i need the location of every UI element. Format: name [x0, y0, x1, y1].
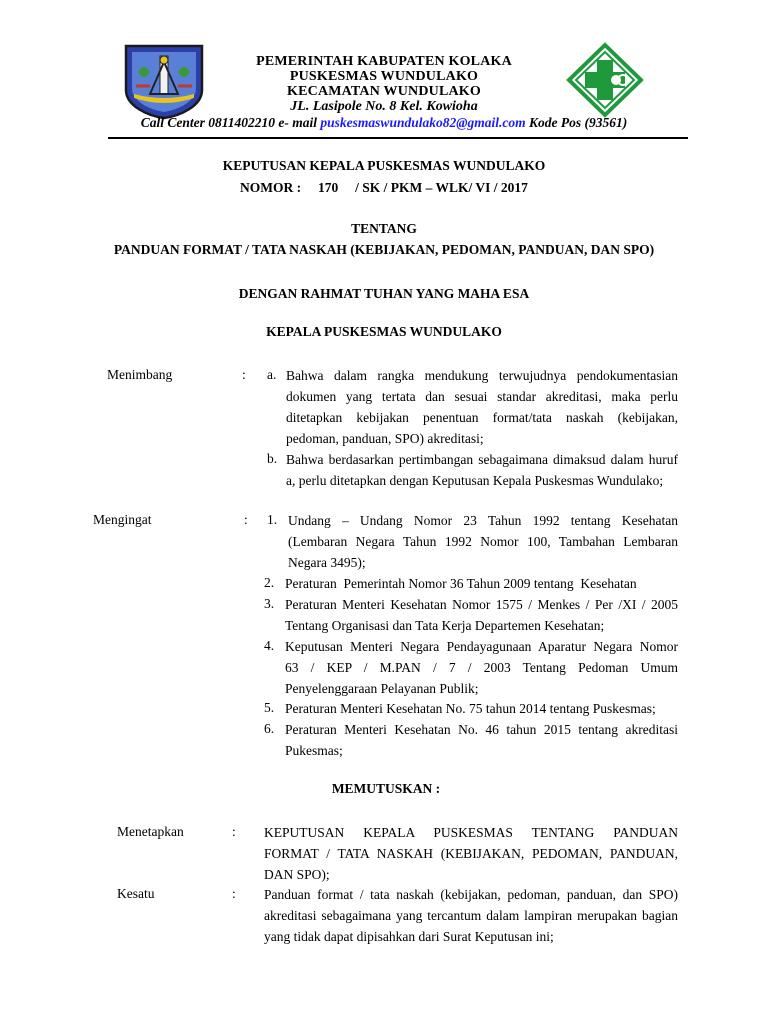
email-link[interactable]: puskesmaswundulako82@gmail.com — [320, 115, 526, 130]
text-line: Bahwa berdasarkan pertimbangan sebagaimana dimaksud dalam huruf — [286, 452, 678, 467]
text-line: yang tidak dapat dipisahkan dari Surat Keputusan ini; — [264, 929, 554, 944]
letterhead-contact — [0, 115, 768, 131]
decree-number: NOMOR : 170 / SK / PKM – WLK/ VI / 2017 — [240, 180, 528, 195]
text-line: Peraturan Menteri Kesehatan No. 46 tahun 2015 tentang akreditasi — [285, 722, 678, 737]
letterhead — [0, 0, 768, 140]
decree-tentang: TENTANG — [351, 221, 417, 236]
mengingat-mark-2: 2. — [264, 575, 275, 590]
mengingat-mark-6: 6. — [264, 721, 275, 736]
menimbang-item-b — [286, 449, 678, 491]
text-line: akreditasi sebagaimana yang tercantum dalam lampiran merupakan bagian — [264, 908, 678, 923]
menimbang-mark-a: a. — [267, 367, 277, 382]
menimbang-mark-b: b. — [267, 451, 278, 466]
mengingat-mark-3: 3. — [264, 596, 275, 611]
text-line: DAN SPO); — [264, 867, 330, 882]
contact-suffix: Kode Pos (93561) — [528, 115, 628, 130]
memutuskan-heading: MEMUTUSKAN : — [331, 781, 441, 796]
kesatu-text — [264, 884, 678, 947]
mengingat-item-4 — [285, 636, 678, 699]
letterhead-address: JL. Lasipole No. 8 Kel. Kowioha — [290, 99, 478, 114]
letterhead-district: KECAMATAN WUNDULAKO — [287, 84, 481, 99]
menimbang-item-a — [286, 365, 678, 449]
text-line: KEPUTUSAN KEPALA PUSKESMAS TENTANG PANDUAN — [264, 825, 678, 840]
menetapkan-colon: : — [232, 824, 236, 839]
decree-official: KEPALA PUSKESMAS WUNDULAKO — [266, 324, 502, 339]
text-line: Panduan format / tata naskah (kebijakan, pedoman, panduan, dan SPO) — [264, 887, 678, 902]
text-line: ditetapkan kebijakan penentuan format/tata naskah (kebijakan, — [286, 410, 678, 425]
text-line: (Lembaran Negara Tahun 1992 Nomor 100, Tambahan Lembaran — [288, 534, 678, 549]
text-line: FORMAT / TATA NASKAH (KEBIJAKAN, PEDOMAN, PANDUAN, — [264, 846, 678, 861]
text-line: Negara 3495); — [288, 555, 366, 570]
mengingat-item-5 — [285, 698, 678, 719]
mengingat-mark-4: 4. — [264, 638, 275, 653]
mengingat-item-1 — [288, 510, 678, 573]
text-line: Peraturan Menteri Kesehatan No. 75 tahun 2014 tentang Puskesmas; — [285, 701, 656, 716]
menimbang-label: Menimbang — [107, 367, 173, 382]
text-line: Peraturan Pemerintah Nomor 36 Tahun 2009 tentang Kesehatan — [285, 576, 637, 591]
letterhead-puskesmas: PUSKESMAS WUNDULAKO — [289, 69, 479, 84]
decree-subject: PANDUAN FORMAT / TATA NASKAH (KEBIJAKAN, PEDOMAN, PANDUAN, DAN SPO) — [113, 242, 655, 257]
letterhead-rule — [108, 137, 688, 139]
text-line: Undang – Undang Nomor 23 Tahun 1992 tentang Kesehatan — [288, 513, 678, 528]
mengingat-label: Mengingat — [93, 512, 152, 527]
decree-title: KEPUTUSAN KEPALA PUSKESMAS WUNDULAKO — [222, 158, 546, 173]
kesatu-colon: : — [232, 886, 236, 901]
mengingat-item-3 — [285, 594, 678, 636]
text-line: Pukesmas; — [285, 743, 343, 758]
letterhead-government: PEMERINTAH KABUPATEN KOLAKA — [256, 54, 512, 69]
text-line: dokumen yang tertata dan sesuai standar akreditasi, maka perlu — [286, 389, 678, 404]
mengingat-mark-5: 5. — [264, 700, 275, 715]
text-line: 63 / KEP / M.PAN / 7 / 2003 Tentang Pedoman Umum — [285, 660, 678, 675]
text-line: pedoman, panduan, SPO) akreditasi; — [286, 431, 484, 446]
mengingat-item-2 — [285, 573, 678, 594]
decree-grace: DENGAN RAHMAT TUHAN YANG MAHA ESA — [238, 286, 530, 301]
mengingat-mark-1: 1. — [267, 512, 278, 527]
kesatu-label: Kesatu — [117, 886, 155, 901]
mengingat-colon: : — [244, 512, 248, 527]
puskesmas-logo-icon — [566, 42, 644, 118]
contact-prefix: Call Center 0811402210 e- mail — [140, 115, 318, 130]
text-line: a, perlu ditetapkan dengan Keputusan Kepala Puskesmas Wundulako; — [286, 473, 664, 488]
menimbang-colon: : — [242, 367, 246, 382]
menetapkan-text — [264, 822, 678, 885]
text-line: Bahwa dalam rangka mendukung terwujudnya pendokumentasian — [286, 368, 678, 383]
menetapkan-label: Menetapkan — [117, 824, 184, 839]
text-line: Keputusan Menteri Negara Pendayagunaan Aparatur Negara Nomor — [285, 639, 678, 654]
text-line: Peraturan Menteri Kesehatan Nomor 1575 / Menkes / Per /XI / 2005 — [285, 597, 678, 612]
text-line: Penyelenggaraan Pelayanan Publik; — [285, 681, 479, 696]
mengingat-item-6 — [285, 719, 678, 761]
text-line: Tentang Organisasi dan Tata Kerja Departemen Kesehatan; — [285, 618, 605, 633]
